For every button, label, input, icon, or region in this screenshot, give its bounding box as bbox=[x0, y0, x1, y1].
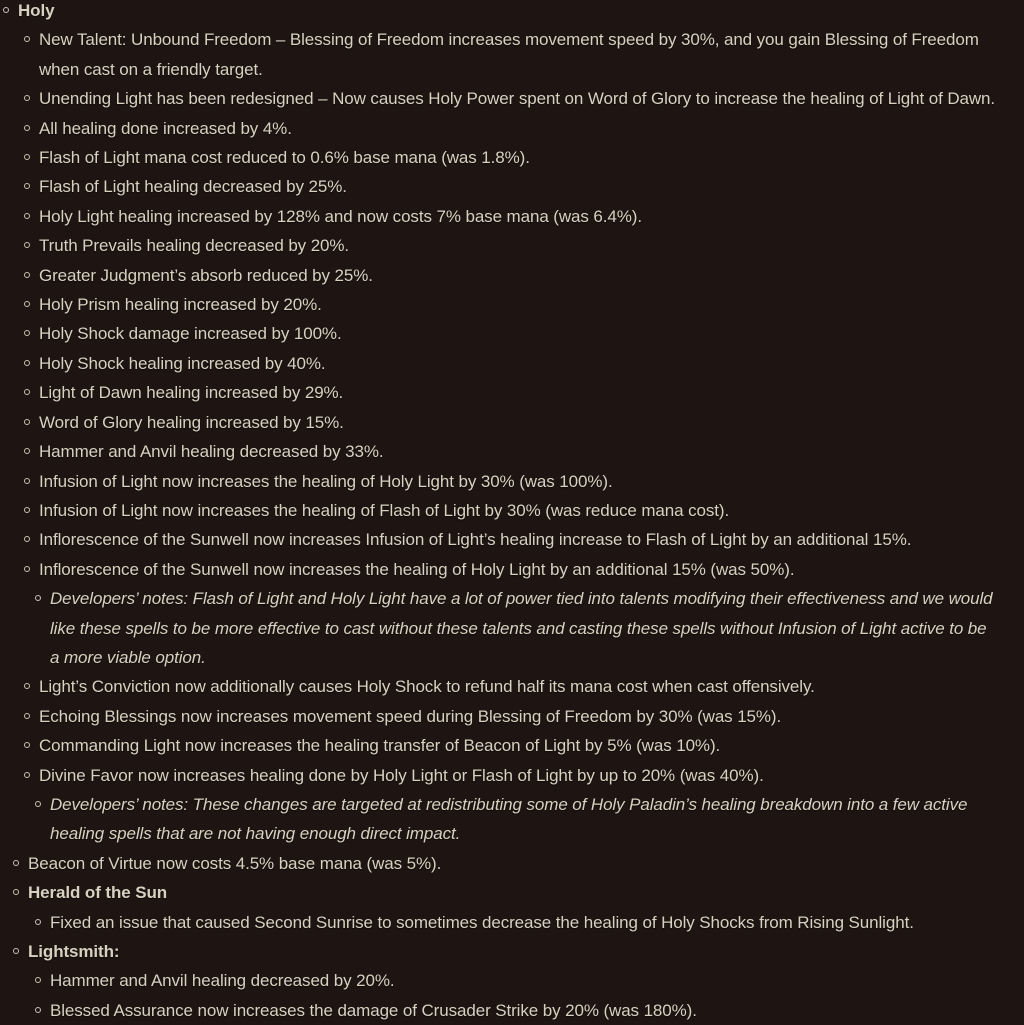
circle-bullet-icon bbox=[13, 948, 19, 954]
list-item-text: Developers’ notes: These changes are targeted at redistributing some of Holy Paladin’s healing breakdown into a few active healing spells that are not having enough direct impact. bbox=[50, 794, 968, 844]
circle-bullet-icon bbox=[24, 213, 30, 219]
list-item-text: Infusion of Light now increases the healing of Holy Light by 30% (was 100%). bbox=[39, 471, 613, 491]
list-item-text: Holy Prism healing increased by 20%. bbox=[39, 295, 322, 315]
circle-bullet-icon bbox=[24, 448, 30, 454]
circle-bullet-icon bbox=[24, 507, 30, 513]
list-item-text: Echoing Blessings now increases movement speed during Blessing of Freedom by 30% (was 15%). bbox=[39, 706, 782, 726]
list-item bbox=[0, 908, 998, 937]
circle-bullet-icon bbox=[13, 889, 19, 895]
list-item-text: Light of Dawn healing increased by 29%. bbox=[39, 383, 344, 403]
list-item-text: Divine Favor now increases healing done by Holy Light or Flash of Light by up to 20% (was 40%). bbox=[39, 765, 764, 785]
list-item-text: New Talent: Unbound Freedom – Blessing of Freedom increases movement speed by 30%, and you gain Blessing of Freedom when cast on a friendly target. bbox=[39, 30, 979, 79]
list-item bbox=[0, 555, 998, 584]
list-item-text: Word of Glory healing increased by 15%. bbox=[39, 412, 344, 432]
list-item-text: Herald of the Sun bbox=[28, 883, 168, 903]
list-item bbox=[0, 25, 998, 84]
list-item-text: Flash of Light mana cost reduced to 0.6% base mana (was 1.8%). bbox=[39, 148, 530, 168]
list-item bbox=[0, 584, 998, 672]
list-item-text: Blessed Assurance now increases the damage of Crusader Strike by 20% (was 180%). bbox=[50, 1000, 697, 1020]
circle-bullet-icon bbox=[24, 330, 30, 336]
list-item-text: Unending Light has been redesigned – Now causes Holy Power spent on Word of Glory to increase the healing of Light of Dawn. bbox=[39, 89, 996, 109]
list-item bbox=[0, 84, 998, 113]
circle-bullet-icon bbox=[24, 183, 30, 189]
list-item bbox=[0, 349, 998, 378]
list-item bbox=[0, 790, 998, 849]
circle-bullet-icon bbox=[24, 272, 30, 278]
list-item bbox=[0, 731, 998, 760]
list-item-text: Lightsmith: bbox=[28, 942, 120, 961]
list-item bbox=[0, 290, 998, 319]
circle-bullet-icon bbox=[24, 713, 30, 719]
list-item-text: Holy Shock healing increased by 40%. bbox=[39, 353, 326, 373]
list-item bbox=[0, 878, 998, 907]
list-item bbox=[0, 996, 998, 1025]
list-item bbox=[0, 114, 998, 143]
list-item-text: Holy bbox=[18, 1, 55, 20]
circle-bullet-icon bbox=[35, 595, 41, 601]
list-item bbox=[0, 525, 998, 554]
list-item bbox=[0, 496, 998, 525]
list-item bbox=[0, 966, 998, 995]
list-item bbox=[0, 437, 998, 466]
list-item-text: Holy Shock damage increased by 100%. bbox=[39, 324, 342, 344]
circle-bullet-icon bbox=[24, 301, 30, 307]
list-item-text: Hammer and Anvil healing decreased by 33%. bbox=[39, 442, 384, 462]
circle-bullet-icon bbox=[24, 242, 30, 248]
circle-bullet-icon bbox=[3, 7, 9, 13]
list-item bbox=[0, 761, 998, 790]
circle-bullet-icon bbox=[24, 360, 30, 366]
list-item-text: Light’s Conviction now additionally causes Holy Shock to refund half its mana cost when cast offensively. bbox=[39, 677, 815, 697]
circle-bullet-icon bbox=[24, 772, 30, 778]
circle-bullet-icon bbox=[35, 919, 41, 925]
list-item-text: Infusion of Light now increases the healing of Flash of Light by 30% (was reduce mana cost). bbox=[39, 500, 730, 520]
list-item-text: Inflorescence of the Sunwell now increases the healing of Holy Light by an additional 15% (was 50%). bbox=[39, 559, 795, 579]
list-item bbox=[0, 378, 998, 407]
list-item bbox=[0, 0, 998, 25]
list-item-text: Commanding Light now increases the healing transfer of Beacon of Light by 5% (was 10%). bbox=[39, 736, 721, 756]
circle-bullet-icon bbox=[24, 419, 30, 425]
circle-bullet-icon bbox=[35, 1007, 41, 1013]
list-item bbox=[0, 672, 998, 701]
list-item-text: Holy Light healing increased by 128% and now costs 7% base mana (was 6.4%). bbox=[39, 206, 642, 226]
circle-bullet-icon bbox=[24, 742, 30, 748]
circle-bullet-icon bbox=[24, 125, 30, 131]
list-item bbox=[0, 319, 998, 348]
circle-bullet-icon bbox=[24, 536, 30, 542]
circle-bullet-icon bbox=[24, 95, 30, 101]
list-item bbox=[0, 202, 998, 231]
list-item bbox=[0, 231, 998, 260]
circle-bullet-icon bbox=[24, 154, 30, 160]
list-item-text: Inflorescence of the Sunwell now increases Infusion of Light’s healing increase to Flash of Light by an additional 15%. bbox=[39, 530, 912, 550]
list-item bbox=[0, 261, 998, 290]
circle-bullet-icon bbox=[35, 977, 41, 983]
circle-bullet-icon bbox=[24, 36, 30, 42]
list-item bbox=[0, 467, 998, 496]
circle-bullet-icon bbox=[35, 801, 41, 807]
list-item bbox=[0, 143, 998, 172]
list-item bbox=[0, 702, 998, 731]
list-item bbox=[0, 172, 998, 201]
list-item-text: Beacon of Virtue now costs 4.5% base mana (was 5%). bbox=[28, 853, 442, 873]
circle-bullet-icon bbox=[24, 566, 30, 572]
list-item-text: Developers’ notes: Flash of Light and Holy Light have a lot of power tied into talents modifying their effectiveness and we would like these spells to be more effective to cast without these talents and casting these spells without Infusion of Light active to be a more viable option. bbox=[50, 589, 993, 667]
list-item bbox=[0, 849, 998, 878]
list-item-text: Greater Judgment’s absorb reduced by 25%. bbox=[39, 265, 373, 285]
circle-bullet-icon bbox=[24, 478, 30, 484]
list-item bbox=[0, 408, 998, 437]
circle-bullet-icon bbox=[24, 389, 30, 395]
list-item-text: Truth Prevails healing decreased by 20%. bbox=[39, 236, 350, 256]
list-item bbox=[0, 937, 998, 966]
list-item-text: Hammer and Anvil healing decreased by 20%. bbox=[50, 971, 395, 991]
list-item-text: Fixed an issue that caused Second Sunrise to sometimes decrease the healing of Holy Shocks from Rising Sunlight. bbox=[50, 912, 914, 932]
list-item-text: All healing done increased by 4%. bbox=[39, 118, 292, 138]
circle-bullet-icon bbox=[13, 860, 19, 866]
list-item-text: Flash of Light healing decreased by 25%. bbox=[39, 177, 347, 197]
circle-bullet-icon bbox=[24, 683, 30, 689]
